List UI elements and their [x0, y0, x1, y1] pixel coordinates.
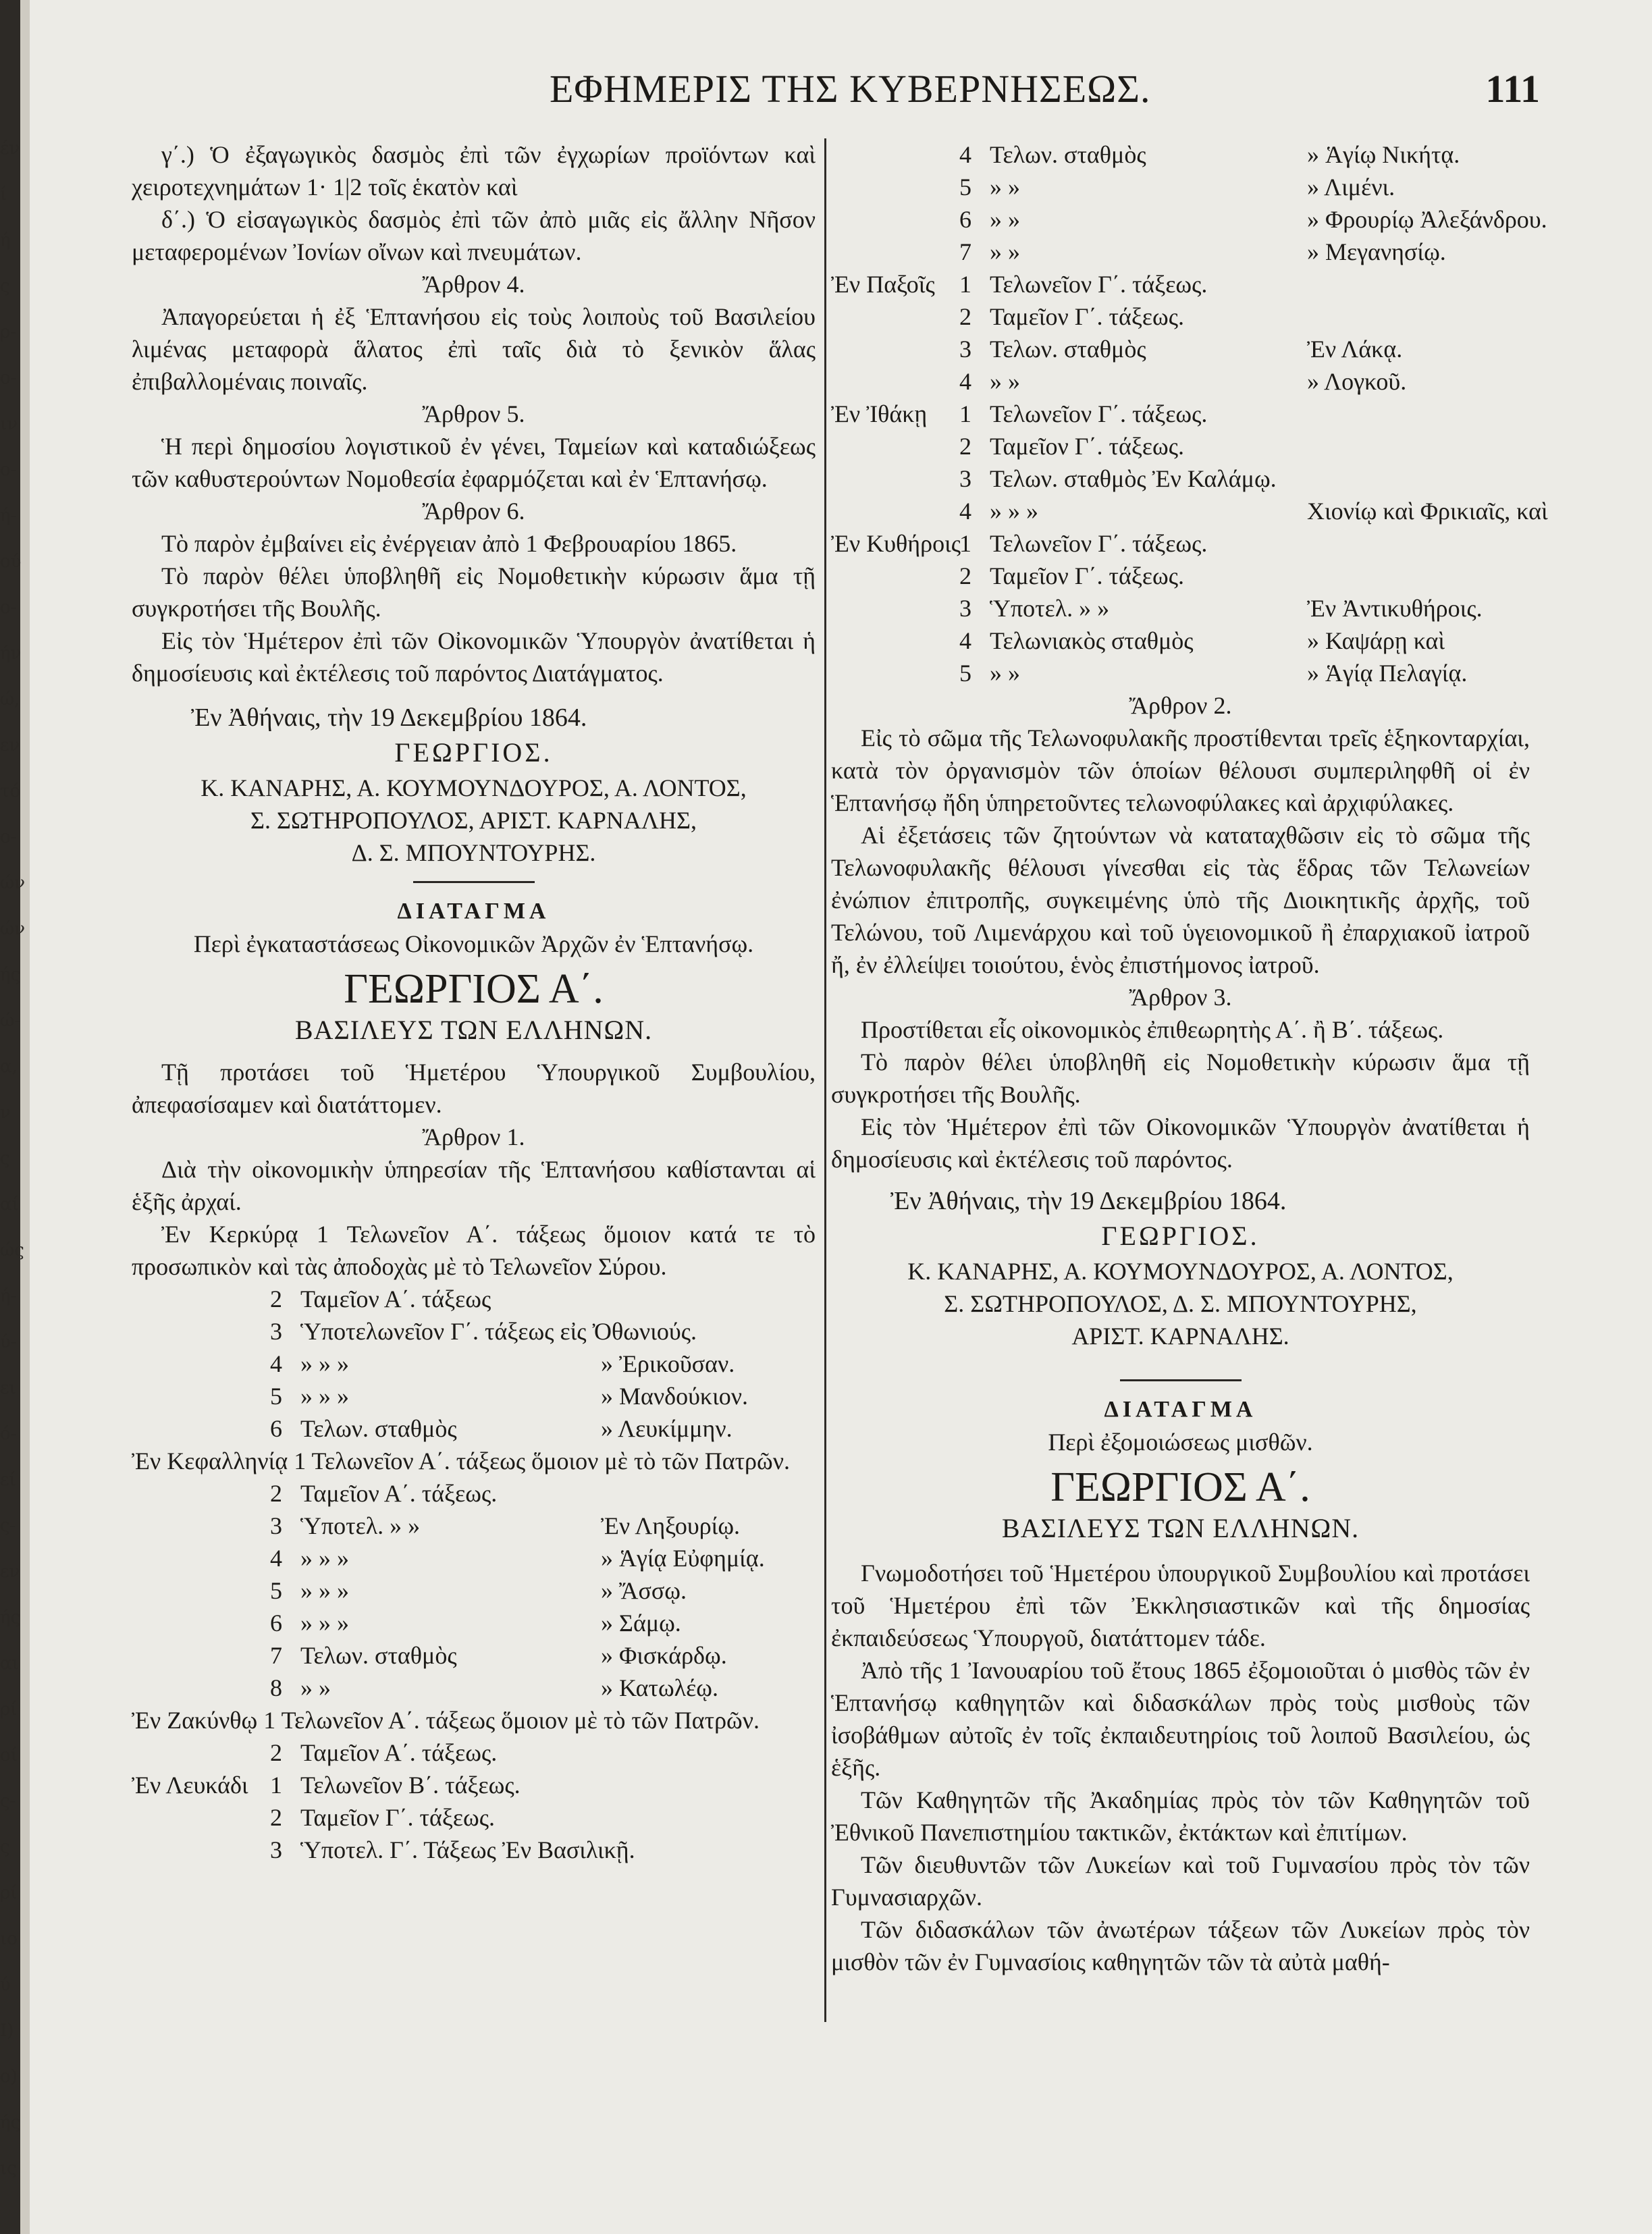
table-cell: 2 [959, 433, 971, 460]
decree-heading: ΔΙΑΤΑΓΜΑ [397, 899, 550, 924]
table-cell: 4 [270, 1350, 282, 1377]
article-heading: Ἄρθρον 4. [422, 271, 525, 298]
margin-fragment: εν [0, 1562, 20, 1582]
table-cell [1307, 300, 1530, 333]
table-cell [132, 1477, 270, 1510]
king-signature: ΓΕΩΡΓΙΟΣ. [394, 737, 553, 768]
table-cell [132, 1348, 270, 1380]
margin-fragment: ή- [0, 506, 17, 526]
table-cell: 3 [270, 1512, 282, 1539]
margin-fragment: ής [0, 965, 21, 985]
paragraph: Γνωμοδοτήσει τοῦ Ἡμετέρου ὑπουργικοῦ Συμβουλίου καὶ προτάσει τοῦ Ἡμετέρου ἐπὶ τῶν Ἐκκλησιαστικῶν καὶ τῆς δημοσίας ἐκπαιδεύσεως Ὑπουργοῦ, διατάττομεν τάδε. [831, 1560, 1530, 1651]
left-column [132, 138, 816, 1866]
margin-fragment: ς- [0, 1516, 16, 1536]
minister-signatures: Σ. ΣΩΤΗΡΟΠΟΥΛΟΣ, ΑΡΙΣΤ. ΚΑΡΝΑΛΗΣ, [250, 807, 697, 834]
king-subtitle: ΒΑΣΙΛΕΥΣ ΤΩΝ ΕΛΛΗΝΩΝ. [294, 1015, 653, 1045]
margin-fragment: ύ- [0, 1332, 17, 1352]
article-heading: Ἄρθρον 5. [422, 400, 525, 427]
paragraph: Τὸ παρὸν θέλει ὑποβληθῆ εἰς Νομοθετικὴν κύρωσιν ἅμα τῇ συγκροτήσει τῆς Βουλῆς. [132, 562, 816, 622]
minister-signatures: Δ. Σ. ΜΠΟΥΝΤΟΥΡΗΣ. [351, 839, 596, 866]
table-cell [132, 1736, 270, 1769]
margin-fragment: ει [0, 1378, 16, 1398]
table-cell [601, 1801, 816, 1834]
table-cell: Ἐν Ἀντικυθήροις. [1307, 595, 1483, 622]
table-cell: 4 [270, 1545, 282, 1572]
paragraph: γ΄.) Ὁ ἐξαγωγικὸς δασμὸς ἐπὶ τῶν ἐγχωρίων προϊόντων καὶ χειροτεχνημάτων 1· 1|2 τοῖς ἑκατὸν καὶ [132, 141, 816, 201]
table-cell: » Ἄσσῳ. [601, 1577, 687, 1604]
table-cell [831, 171, 959, 203]
table-cell: Ταμεῖον Γ΄. τάξεως. [300, 1804, 495, 1831]
table-cell: » Φρουρίῳ Ἀλεξάνδρου. [1307, 206, 1547, 233]
margin-fragment: ών [0, 919, 26, 939]
margin-fragment: αί [0, 1194, 19, 1215]
table-cell: 2 [270, 1285, 282, 1312]
table-cell [601, 1477, 816, 1510]
article-heading: Ἄρθρον 6. [422, 498, 525, 525]
table-cell: 6 [270, 1415, 282, 1442]
table-cell: 7 [270, 1642, 282, 1669]
minister-signatures: Κ. ΚΑΝΑΡΗΣ, Α. ΚΟΥΜΟΥΝΔΟΥΡΟΣ, Α. ΛΟΝΤΟΣ, [201, 774, 747, 801]
table-cell: Τελωνεῖον Γ΄. τάξεως. [990, 271, 1208, 298]
table-cell [831, 624, 959, 657]
paragraph: Εἰς τὸν Ἡμέτερον ἐπὶ τῶν Οἰκονομικῶν Ὑπουργὸν ἀνατίθεται ἡ δημοσίευσις καὶ ἐκτέλεσις τοῦ παρόντος Διατάγματος. [132, 627, 816, 687]
table-cell: Τελωνεῖον Γ΄. τάξεως. [990, 400, 1208, 427]
table-cell [1307, 462, 1530, 495]
paragraph: Τῶν Καθηγητῶν τῆς Ἀκαδημίας πρὸς τὸν τῶν Καθηγητῶν τοῦ Ἐθνικοῦ Πανεπιστημίου τακτικῶν, ἐκτάκτων καὶ ἐπιτίμων. [831, 1786, 1530, 1846]
table-cell: Τελων. σταθμὸς [300, 1415, 457, 1442]
table-cell: » » » [300, 1545, 349, 1572]
paragraph: Εἰς τὸ σῶμα τῆς Τελωνοφυλακῆς προστίθενται τρεῖς ἑξηκονταρχίαι, κατὰ τὸν ὀργανισμὸν τῶν ὁποίων θέλουσι συμπεριληφθῆ οἱ ἐν Ἑπτανήσῳ ἤδη ὑπηρετοῦντες τελωνοφύλακες καὶ ἀρχιφύλακες. [831, 724, 1530, 816]
table-cell: 3 [270, 1836, 282, 1863]
table-cell [1307, 430, 1530, 462]
paragraph: Αἱ ἐξετάσεις τῶν ζητούντων νὰ καταταχθῶσιν εἰς τὸ σῶμα τῆς Τελωνοφυλακῆς θέλουσι γίνεσθαι εἰς τὰς ἕδρας τῶν Τελωνείων ἐνώπιον ἐπιτροπῆς, συγκειμένης ὑπὸ τῆς Διοικητικῆς ἀρχῆς, τοῦ Τελώνου, τοῦ Λιμενάρχου καὶ τοῦ ὑγειονομικοῦ ἢ ἐπαρχιακοῦ ἰατροῦ ἤ, ἐν ἐλλείψει τοιούτου, ἑνὸς ἐπιστήμονος ἰατροῦ. [831, 822, 1530, 978]
table-cell [831, 138, 959, 171]
table-cell: Ταμεῖον Γ΄. τάξεως. [990, 562, 1184, 589]
table-cell: » Σάμῳ. [601, 1610, 681, 1637]
offices-table [132, 1283, 816, 1445]
table-cell: 4 [959, 141, 971, 168]
minister-signatures: Σ. ΣΩΤΗΡΟΠΟΥΛΟΣ, Δ. Σ. ΜΠΟΥΝΤΟΥΡΗΣ, [944, 1290, 1417, 1317]
margin-fragment: ν [0, 1102, 11, 1123]
article-heading: Ἄρθρον 1. [422, 1123, 525, 1150]
decree-subject: Περὶ ἐξομοιώσεως μισθῶν. [1048, 1429, 1313, 1456]
table-cell [831, 236, 959, 268]
table-cell: » » » [300, 1577, 349, 1604]
table-cell: 2 [270, 1804, 282, 1831]
table-cell [132, 1801, 270, 1834]
table-cell: Ἐν Ληξουρίῳ. [601, 1512, 741, 1539]
margin-fragment: ο- [0, 597, 17, 618]
table-cell: Ταμεῖον Α΄. τάξεως [300, 1285, 491, 1312]
table-cell: » Λευκίμμην. [601, 1415, 732, 1442]
paragraph: Διὰ τὴν οἰκονομικὴν ὑπηρεσίαν τῆς Ἑπτανήσου καθίστανται αἱ ἑξῆς ἀρχαί. [132, 1156, 816, 1215]
margin-fragment: ής [0, 1607, 21, 1628]
table-cell: Τελων. σταθμὸς [990, 336, 1146, 363]
table-cell: » Μεγανησίῳ. [1307, 238, 1446, 265]
table-cell: Ὑποτελ. Γ΄. Τάξεως Ἐν Βασιλικῇ. [300, 1836, 635, 1863]
table-cell: 5 [959, 174, 971, 201]
paragraph: Τῶν διευθυντῶν τῶν Λυκείων καὶ τοῦ Γυμνασίου πρὸς τὸν τῶν Γυμνασιαρχῶν. [831, 1851, 1530, 1911]
table-cell: 5 [959, 660, 971, 687]
table-cell [1307, 560, 1530, 592]
table-cell: 4 [959, 627, 971, 654]
margin-fragment: ο- [0, 827, 17, 847]
paragraph: Τὸ παρὸν θέλει ὑποβληθῆ εἰς Νομοθετικὴν κύρωσιν ἅμα τῇ συγκροτήσει τῆς Βουλῆς. [831, 1048, 1530, 1108]
table-cell [132, 1315, 270, 1348]
table-cell [1307, 398, 1530, 430]
margin-fragment: ή [0, 230, 11, 250]
table-cell: 4 [959, 498, 971, 525]
margin-fragment: ο) [0, 2067, 18, 2087]
decree-heading: ΔΙΑΤΑΓΜΑ [1104, 1397, 1257, 1422]
paragraph: Ἡ περὶ δημοσίου λογιστικοῦ ἐν γένει, Ταμείων καὶ καταδιώξεως τῶν καθυστερούντων Νομοθεσία ἐφαρμόζεται καὶ ἐν Ἑπτανήσῳ. [132, 433, 816, 492]
margin-fragment: εί [0, 1470, 16, 1490]
table-cell [831, 430, 959, 462]
paragraph: δ΄.) Ὁ εἰσαγωγικὸς δασμὸς ἐπὶ τῶν ἀπὸ μιᾶς εἰς ἄλλην Νῆσον μεταφερομένων Ἰονίων οἴνων καὶ πνευμάτων. [132, 206, 816, 265]
offices-table [132, 1736, 816, 1769]
margin-fragment: ιο [0, 1929, 18, 1949]
table-cell: 6 [270, 1610, 282, 1637]
table-cell: 1 [959, 271, 971, 298]
margin-fragment: ρί [0, 1699, 18, 1720]
table-cell: 3 [959, 336, 971, 363]
page-header [30, 66, 1652, 113]
table-cell: » » » [300, 1350, 349, 1377]
table-cell [831, 560, 959, 592]
margin-fragment: ς- [0, 1791, 16, 1811]
table-cell [132, 1412, 270, 1445]
table-cell: » Ἁγίᾳ Πελαγίᾳ. [1307, 660, 1468, 687]
table-cell: » » » [300, 1383, 349, 1410]
paragraph: Τὸ παρὸν ἐμβαίνει εἰς ἐνέργειαν ἀπὸ 1 Φεβρουαρίου 1865. [161, 530, 737, 557]
table-cell [132, 1283, 270, 1315]
table-cell [601, 1834, 816, 1866]
paragraph: Τῶν διδασκάλων τῶν ἀνωτέρων τάξεων τῶν Λυκείων πρὸς τὸν μισθὸν τῶν ἐν Γυμνασίοις καθηγητῶν τῶν τὰ αὐτὰ μαθή- [831, 1916, 1530, 1975]
table-cell: Ἐν Παξοῖς [831, 271, 935, 298]
margin-fragment: αι [0, 1653, 19, 1674]
table-cell: 2 [270, 1739, 282, 1766]
margin-fragment: ις [0, 2158, 17, 2179]
table-cell: » » [990, 368, 1020, 395]
margin-fragment: εν [0, 735, 20, 755]
margin-fragment: ς [0, 1837, 10, 1857]
table-cell [132, 1542, 270, 1574]
section-divider [413, 881, 535, 883]
margin-fragment: ώ- [0, 1011, 20, 1031]
offices-table [132, 1477, 816, 1704]
margin-fragment: ήν [0, 643, 22, 664]
paragraph: Ἐν Κεφαλληνίᾳ 1 Τελωνεῖον Α΄. τάξεως ὅμοιον μὲ τὸ τῶν Πατρῶν. [132, 1447, 790, 1474]
table-cell: » » [300, 1674, 331, 1701]
minister-signatures: Κ. ΚΑΝΑΡΗΣ, Α. ΚΟΥΜΟΥΝΔΟΥΡΟΣ, Α. ΛΟΝΤΟΣ, [907, 1258, 1454, 1285]
table-cell: » Λιμένι. [1307, 174, 1395, 201]
margin-fragment: ρ- [0, 322, 17, 342]
table-cell [831, 495, 959, 527]
margin-fragment: ς [0, 276, 10, 296]
table-cell: 3 [959, 465, 971, 492]
table-cell: 3 [270, 1318, 282, 1345]
paragraph: Τῇ προτάσει τοῦ Ἡμετέρου Ὑπουργικοῦ Συμβουλίου, ἀπεφασίσαμεν καὶ διατάττομεν. [132, 1059, 816, 1118]
table-cell: » » [990, 206, 1020, 233]
table-cell: 1 [959, 400, 971, 427]
margin-fragment: ών [0, 873, 26, 893]
table-cell: Τελων. σταθμὸς Ἐν Καλάμῳ. [990, 465, 1277, 492]
table-cell: 7 [959, 238, 971, 265]
table-cell: Ἐν Λάκᾳ. [1307, 336, 1403, 363]
decree-date: Ἐν Ἀθήναις, τὴν 19 Δεκεμβρίου 1864. [191, 703, 587, 732]
table-cell: 2 [270, 1480, 282, 1507]
table-cell: Ὑποτελωνεῖον Γ΄. τάξεως εἰς Ὀθωνιούς. [300, 1318, 697, 1345]
table-cell: » Καψάρῃ καὶ [1307, 627, 1445, 654]
table-cell [132, 1639, 270, 1672]
margin-fragment: ς [0, 1148, 10, 1169]
table-cell: Ταμεῖον Γ΄. τάξεως. [990, 433, 1184, 460]
offices-table [831, 138, 1548, 689]
margin-fragment: ιν [0, 414, 18, 434]
margin-fragment: ο- [0, 460, 17, 480]
section-divider [1120, 1379, 1242, 1381]
article-heading: Ἄρθρον 3. [1129, 984, 1232, 1011]
king-title: ΓΕΩΡΓΙΟΣ Α΄. [344, 966, 604, 1012]
margin-fragment: ού [0, 552, 22, 572]
margin-fragment: ώ, [0, 689, 20, 710]
margin-fragment: ο- [0, 368, 17, 388]
margin-fragment: ώς [0, 1240, 24, 1260]
table-cell: Ταμεῖον Γ΄. τάξεως. [990, 303, 1184, 330]
paragraph: Ἀπαγορεύεται ἡ ἐξ Ἑπτανήσου εἰς τοὺς λοιποὺς τοῦ Βασιλείου λιμένας μεταφορὰ ἅλατος ἐπὶ ταῖς διὰ τὸ ξενικὸν ἅλας ἐπιβαλλομέναις ποιναῖς. [132, 303, 816, 395]
table-cell [831, 203, 959, 236]
table-cell: » Κατωλέῳ. [601, 1674, 718, 1701]
table-cell: 6 [959, 206, 971, 233]
column-rule [824, 138, 826, 2022]
table-cell: 2 [959, 303, 971, 330]
margin-fragment: ί [0, 184, 7, 205]
table-cell [132, 1574, 270, 1607]
margin-fragment: έν [0, 138, 20, 159]
table-cell: 2 [959, 562, 971, 589]
margin-fragment: οί [0, 1745, 18, 1765]
table-cell [132, 1510, 270, 1542]
table-cell: Τελωνεῖον Γ΄. τάξεως. [990, 530, 1208, 557]
table-cell [1307, 527, 1530, 560]
minister-signatures: ΑΡΙΣΤ. ΚΑΡΝΑΛΗΣ. [1071, 1323, 1289, 1350]
page-number: 111 [1485, 67, 1540, 111]
table-cell: Ὑποτελ. » » [300, 1512, 421, 1539]
table-cell: 3 [959, 595, 971, 622]
table-cell [132, 1380, 270, 1412]
margin-fragment: Ι) [0, 2021, 14, 2041]
table-cell: » » [990, 174, 1020, 201]
margin-fragment: ό- [0, 1424, 17, 1444]
table-cell: Ταμεῖον Α΄. τάξεως. [300, 1739, 498, 1766]
table-cell: » Λογκοῦ. [1307, 368, 1407, 395]
table-cell [831, 657, 959, 689]
table-cell [132, 1834, 270, 1866]
table-cell: Ἐν Κυθήροις [831, 530, 961, 557]
table-cell: Ὑποτελ. » » [990, 595, 1110, 622]
king-signature: ΓΕΩΡΓΙΟΣ. [1101, 1221, 1260, 1251]
table-cell: 1 [959, 530, 971, 557]
table-cell [831, 333, 959, 365]
table-cell [1307, 268, 1530, 300]
table-cell: Ταμεῖον Α΄. τάξεως. [300, 1480, 498, 1507]
decree-subject: Περὶ ἐγκαταστάσεως Οἰκονομικῶν Ἀρχῶν ἐν Ἑπτανήσῳ. [193, 930, 754, 957]
paragraph: Ἐν Κερκύρᾳ 1 Τελωνεῖον Α΄. τάξεως ὅμοιον κατά τε τὸ προσωπικὸν καὶ τὰς ἀποδοχὰς μὲ τὸ Τελωνεῖον Σύρου. [132, 1221, 816, 1280]
margin-fragment: τό [0, 781, 21, 801]
table-cell [601, 1283, 816, 1315]
table-cell [132, 1607, 270, 1639]
margin-fragment: ύ [0, 1975, 11, 1995]
table-cell: Τελων. σταθμὸς [300, 1642, 457, 1669]
table-cell: Χιονίῳ καὶ Φρικιαῖς, καὶ [1307, 498, 1548, 525]
decree-date: Ἐν Ἀθήναις, τὴν 19 Δεκεμβρίου 1864. [890, 1187, 1287, 1215]
paragraph: Ἀπὸ τῆς 1 Ἰανουαρίου τοῦ ἔτους 1865 ἐξομοιοῦται ὁ μισθὸς τῶν ἐν Ἑπτανήσῳ καθηγητῶν καὶ διδασκάλων πρὸς τοὺς μισθοὺς τῶν ἰσοβάθμων αὐτοῖς ἐν τοῖς ἐκπαιδευτηρίοις τοῦ λοιποῦ Βασιλείου, ὡς ἑξῆς. [831, 1657, 1530, 1781]
table-cell: 1 [270, 1772, 282, 1799]
table-cell [601, 1769, 816, 1801]
table-cell: Τελων. σταθμὸς [990, 141, 1146, 168]
king-title: ΓΕΩΡΓΙΟΣ Α΄. [1050, 1464, 1310, 1510]
table-cell: » » [990, 238, 1020, 265]
table-cell: 5 [270, 1383, 282, 1410]
table-cell: » Ἐρικοῦσαν. [601, 1350, 735, 1377]
table-cell: Τελωνιακὸς σταθμὸς [990, 627, 1194, 654]
margin-fragment: ής [0, 2112, 21, 2133]
paragraph: Εἰς τὸν Ἡμέτερον ἐπὶ τῶν Οἰκονομικῶν Ὑπουργὸν ἀνατίθεται ἡ δημοσίευσις καὶ ἐκτέλεσις τοῦ παρόντος. [831, 1113, 1530, 1173]
table-cell: Ἐν Λευκάδι [132, 1772, 248, 1799]
table-cell [831, 592, 959, 624]
table-cell [831, 300, 959, 333]
table-cell [831, 462, 959, 495]
page-title: ΕΦΗΜΕΡΙΣ ΤΗΣ ΚΥΒΕΡΝΗΣΕΩΣ. [550, 67, 1151, 111]
right-column [831, 138, 1548, 1978]
table-cell: » Φισκάρδῳ. [601, 1642, 727, 1669]
newspaper-page [30, 0, 1652, 2234]
table-cell [601, 1315, 816, 1348]
table-cell [831, 365, 959, 398]
table-cell: Ἐν Ἰθάκῃ [831, 400, 928, 427]
table-cell: » » [990, 660, 1020, 687]
table-cell: 5 [270, 1577, 282, 1604]
king-subtitle: ΒΑΣΙΛΕΥΣ ΤΩΝ ΕΛΛΗΝΩΝ. [1001, 1513, 1360, 1543]
paragraph: Ἐν Ζακύνθῳ 1 Τελωνεῖον Α΄. τάξεως ὅμοιον μὲ τὸ τῶν Πατρῶν. [132, 1707, 760, 1734]
table-cell: 8 [270, 1674, 282, 1701]
offices-table [132, 1769, 816, 1866]
margin-fragment: α, [0, 1057, 18, 1077]
margin-fragment: ρί [0, 1883, 18, 1903]
table-cell: Τελωνεῖον Β΄. τάξεως. [300, 1772, 521, 1799]
article-heading: Ἄρθρον 2. [1129, 692, 1232, 719]
table-cell: » Μανδούκιον. [601, 1383, 749, 1410]
table-cell: » Ἁγίᾳ Εὐφημίᾳ. [601, 1545, 765, 1572]
table-cell [601, 1736, 816, 1769]
margin-fragment: ή- [0, 1286, 17, 1306]
table-cell: » Ἁγίῳ Νικήτᾳ. [1307, 141, 1460, 168]
table-cell: » » » [990, 498, 1038, 525]
table-cell: » » » [300, 1610, 349, 1637]
table-cell: 4 [959, 368, 971, 395]
paragraph: Προστίθεται εἷς οἰκονομικὸς ἐπιθεωρητὴς Α΄. ἢ Β΄. τάξεως. [861, 1016, 1444, 1043]
table-cell [132, 1672, 270, 1704]
